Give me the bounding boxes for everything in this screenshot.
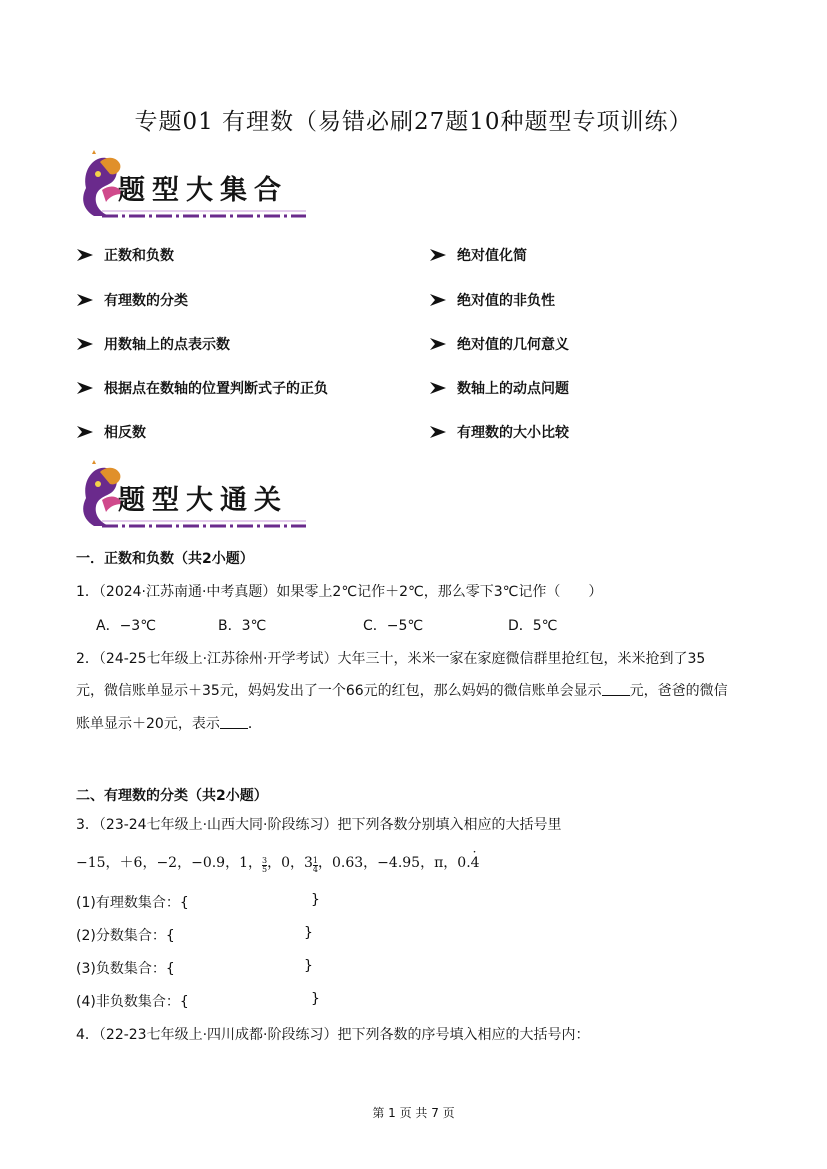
question-4: 4．（22-23七年级上·四川成都·阶段练习）把下列各数的序号填入相应的大括号内： [76, 1027, 590, 1043]
topic-item: 有理数的大小比较 [429, 422, 569, 442]
arrow-bullet-icon [429, 293, 447, 307]
arrow-bullet-icon [76, 425, 94, 439]
arrow-bullet-icon [76, 337, 94, 351]
set-rational: (1)有理数集合：{ [76, 895, 189, 911]
set-close-brace: } [304, 925, 313, 941]
page-title: 专题01 有理数（易错必刷27题10种题型专项训练） [134, 109, 693, 135]
mixed-fraction: $\frac{1}{4}$ [312, 856, 319, 874]
topic-item: 有理数的分类 [76, 290, 188, 310]
section-heading: 二、有理数的分类（共2小题） [76, 788, 268, 804]
option-b: B．3℃ [218, 618, 267, 634]
banner-title: 题型大通关 [118, 485, 288, 516]
banner-title: 题型大集合 [118, 175, 288, 206]
set-close-brace: } [304, 958, 313, 974]
topic-item: 数轴上的动点问题 [429, 378, 569, 398]
option-d: D．5℃ [508, 618, 558, 634]
topic-item: 绝对值的非负性 [429, 290, 555, 310]
set-negative: (3)负数集合：{ [76, 961, 175, 977]
banner-topic-practice [76, 460, 308, 530]
set-fraction: (2)分数集合：{ [76, 928, 175, 944]
topic-item: 相反数 [76, 422, 146, 442]
topic-item: 正数和负数 [76, 245, 174, 265]
section-heading: 一．正数和负数（共2小题） [76, 551, 254, 567]
topic-item: 绝对值的几何意义 [429, 334, 569, 354]
set-close-brace: } [311, 892, 320, 908]
arrow-bullet-icon [76, 248, 94, 262]
question-2-line-1: 2．（24-25七年级上·江苏徐州·开学考试）大年三十，米米一家在家庭微信群里抢红包，米米抢到了35 [76, 651, 706, 667]
answer-blank[interactable] [220, 716, 248, 729]
question-3: 3．（23-24七年级上·山西大同·阶段练习）把下列各数分别填入相应的大括号里 [76, 817, 562, 833]
number-list: −15，＋6，−2，−0.9，1， $\frac{3}{5}$ ，0，3 $\frac{1}{4}$ ，0.63，−4.95，π，0.4 · [76, 845, 480, 874]
arrow-bullet-icon [76, 293, 94, 307]
set-close-brace: } [311, 991, 320, 1007]
option-c: C．−5℃ [363, 618, 424, 634]
fraction: $\frac{3}{5}$ [262, 856, 268, 874]
arrow-bullet-icon [429, 248, 447, 262]
page-footer: 第 1 页 共 7 页 [372, 1106, 455, 1120]
question-1: 1．（2024·江苏南通·中考真题）如果零上2℃记作＋2℃，那么零下3℃记作（ ） [76, 584, 603, 600]
repeating-digit: 4 · [470, 845, 480, 871]
arrow-bullet-icon [76, 381, 94, 395]
arrow-bullet-icon [429, 337, 447, 351]
arrow-bullet-icon [429, 381, 447, 395]
option-a: A．−3℃ [96, 618, 156, 634]
set-nonnegative: (4)非负数集合：{ [76, 994, 189, 1010]
topic-item: 根据点在数轴的位置判断式子的正负 [76, 378, 328, 398]
question-2-line-2: 元，微信账单显示＋35元，妈妈发出了一个66元的红包，那么妈妈的微信账单会显示 元，爸爸的微信 [76, 683, 728, 699]
banner-topic-collection [76, 150, 308, 220]
topic-item: 用数轴上的点表示数 [76, 334, 230, 354]
answer-blank[interactable] [602, 683, 630, 696]
topic-item: 绝对值化简 [429, 245, 527, 265]
arrow-bullet-icon [429, 425, 447, 439]
question-2-line-3: 账单显示＋20元，表示 ． [76, 716, 262, 732]
